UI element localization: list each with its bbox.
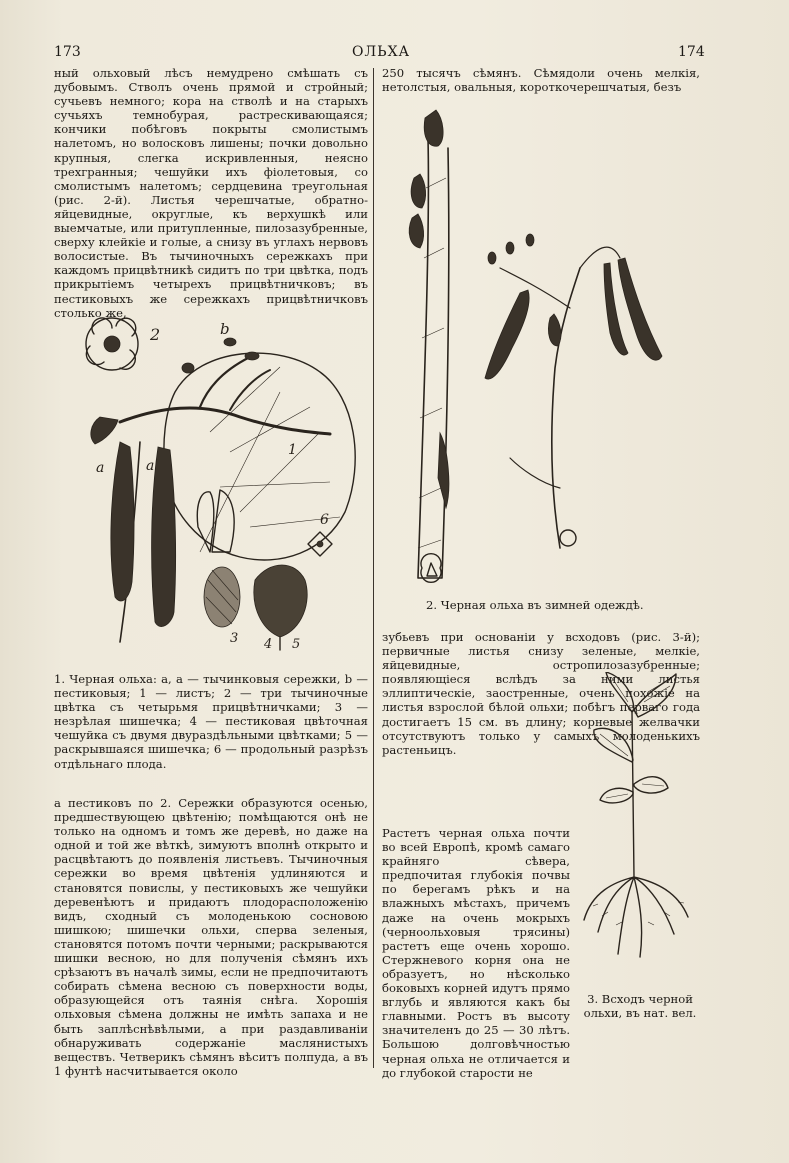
fig1-label-b: b — [220, 320, 230, 338]
running-title: ОЛЬХА — [352, 44, 411, 60]
fig1-label-4: 4 — [264, 637, 273, 652]
figure-2-winter-twigs — [400, 108, 690, 593]
figure-1-alder-branch — [80, 312, 370, 657]
figure-3-seedling — [578, 672, 698, 962]
figure-1-caption: 1. Черная ольха: а, а — тычинковыя сережки, b — пестиковыя; 1 — листъ; 2 — три тычиночные цвѣтка съ четырьмя прицвѣтничками; 3 — незрѣлая шишечка; 4 — пестиковая цвѣточная чешуйка съ двумя двураздѣльными цвѣтками; 5 — раскрывшаяся шишечка; 6 — продольный разрѣзъ отдѣльнаго плода. — [54, 672, 368, 771]
left-paragraph-1: ный ольховый лѣсъ немудрено смѣшать съ дубовымъ. Стволъ очень прямой и стройный; сучьевъ немного; кора на стволѣ и на старыхъ сучьяхъ темнобурая, растрескивающаяся; кончики побѣговъ покрыты смолистымъ налетомъ, но волосковъ лишены; почки довольно крупныя, слегка искривленныя, неясно трехгранныя; чешуйки ихъ фіолетовыя, со смолистымъ налетомъ; сердцевина треугольная (рис. 2-й). Листья черешчатые, обратно-яйцевидные, округлые, къ верхушкѣ или выемчатые, или притупленные, пилозазубренные, сверху клейкіе и голые, а снизу въ углахъ нервовъ волосистые. Въ тычиночныхъ сережкахъ при каждомъ прицвѣтникѣ сидитъ по три цвѣтка, подъ прикрытіемъ четырехъ прицвѣтничковъ; въ пестиковыхъ же сережкахъ прицвѣтничковъ столько же, — [54, 66, 368, 320]
figure-3-caption: 3. Всходъ черной ольхи, въ нат. вел. — [583, 992, 697, 1021]
column-divider — [373, 68, 374, 1068]
right-page-number: 174 — [678, 44, 705, 60]
figure-2-caption: 2. Черная ольха въ зимней одеждѣ. — [426, 598, 644, 612]
left-page-number: 173 — [54, 44, 81, 60]
fig1-label-5: 5 — [292, 637, 301, 652]
fig1-label-3: 3 — [230, 631, 239, 646]
fig1-label-6: 6 — [320, 512, 329, 528]
fig1-label-a2: a — [146, 458, 155, 474]
right-paragraph-3: Растетъ черная ольха почти во всей Европѣ, кромѣ самаго крайняго сѣвера, предпочитая глубокія почвы по берегамъ рѣкъ и на влажныхъ мѣстахъ, причемъ даже на очень мокрыхъ (черноольховыя трясины) растетъ еще очень хорошо. Стержневого корня она не образуетъ, но нѣсколько боковыхъ корней идутъ прямо вглубь и являются какъ бы главными. Ростъ въ высоту значителенъ до 25 — 30 лѣтъ. Большою долговѣчностью черная ольха не отличается и до глубокой старости не — [382, 826, 570, 1080]
left-paragraph-2: а пестиковъ по 2. Сережки образуются осенью, предшествующею цвѣтенію; помѣщаются онѣ не только на одномъ и томъ же деревѣ, но даже на одной и той же вѣткѣ, зимуютъ вполнѣ открыто и расцвѣтаютъ до появленія листьевъ. Тычиночныя сережки во время цвѣтенія удлиняются и становятся повислы, у пестиковыхъ же чешуйки деревенѣютъ и придаютъ плодорасположенію видъ, сходный съ молоденькою сосновою шишкою; шишечки ольхи, сперва зеленыя, становятся потомъ почти черными; раскрываются шишки весною, но для полученія сѣмянъ ихъ срѣзаютъ въ началѣ зимы, если не предпочитаютъ собирать сѣмена весною съ поверхности воды, образующейся отъ таянія снѣга. Хорошія ольховыя сѣмена должны не имѣть запаха и не быть заплѣснѣвѣлыми, а при раздавливаніи обнаруживать содержаніе маслянистыхъ веществъ. Четверикъ сѣмянъ вѣситъ полпуда, а въ 1 фунтѣ насчитывается около — [54, 796, 368, 1078]
fig1-label-1: 1 — [288, 442, 297, 458]
right-paragraph-2: зубьевъ при основаніи у всходовъ (рис. 3-й); первичные листья снизу зеленые, мелкіе, яйцевидные, остропилозазубренные; появляющіеся вслѣдъ за ними листья эллиптическіе, заостренные, очень похожіе на листья взрослой бѣлой ольхи; побѣгъ перваго года достигаетъ 15 см. въ длину; корневые желвачки отсутствуютъ только у самыхъ молоденькихъ растеньицъ. — [382, 630, 700, 757]
fig1-label-a1: a — [96, 460, 105, 476]
fig1-label-2: 2 — [150, 325, 161, 344]
right-paragraph-1: 250 тысячъ сѣмянъ. Сѣмядоли очень мелкія, нетолстыя, овальныя, короткочерешчатыя, безъ — [382, 66, 700, 95]
